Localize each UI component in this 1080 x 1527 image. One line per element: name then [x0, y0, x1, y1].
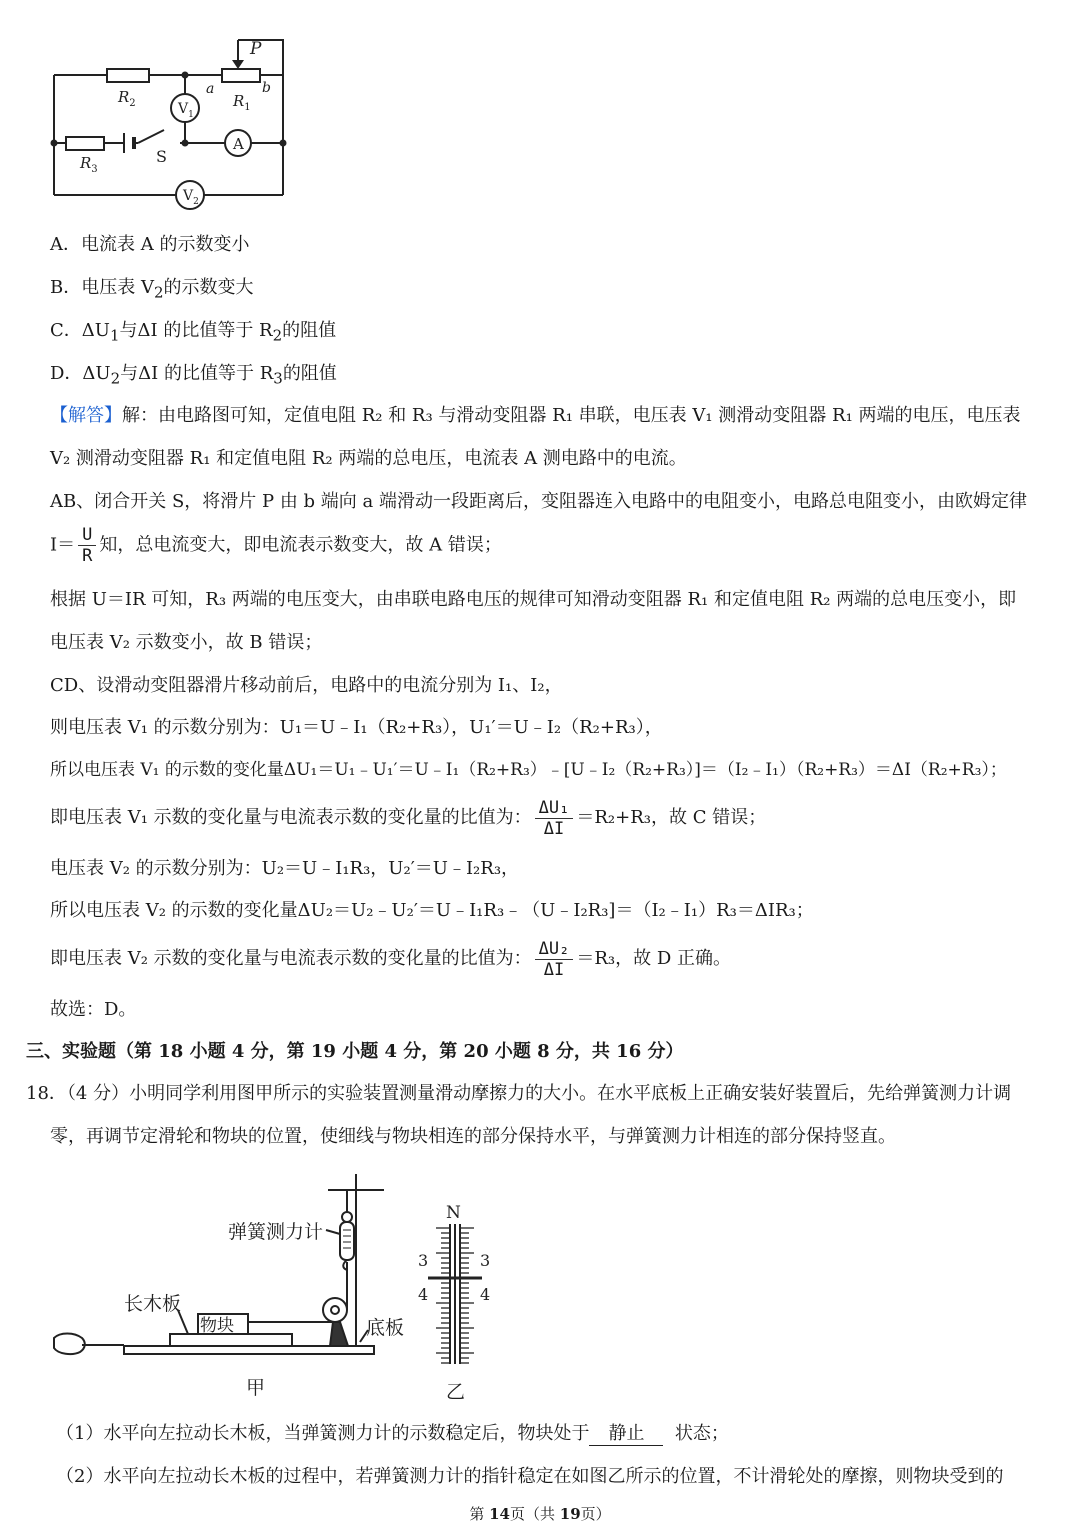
fraction-du1-over-di: $\frac{\text{ΔU₁}}{\Delta I}$ — [535, 798, 574, 839]
solution-line-3: AB、闭合开关 S，将滑片 P 由 b 端向 a 端滑动一段距离后，变阻器连入电路中的电阻变小，电路总电阻变小，由欧姆定律 — [50, 491, 1027, 512]
solution-line-14: 故选：D。 — [50, 999, 137, 1020]
solution-line-6: 电压表 V₂ 示数变小，故 B 错误； — [50, 632, 323, 653]
solution-line-11: 电压表 V₂ 的示数分别为：U₂＝U﹣I₁R₃，U₂′＝U﹣I₂R₃， — [50, 858, 520, 879]
label-r2: $R_2$ — [118, 88, 136, 109]
label-a: a — [206, 81, 215, 97]
label-yi: 乙 — [446, 1381, 466, 1403]
tick-3-right: 3 — [480, 1251, 491, 1270]
solution-line-4: I＝ $\frac{U}{R}$ 知，总电流变大，即电流表示数变大，故 A 错误； — [50, 525, 502, 566]
solution-line-7: CD、设滑动变阻器滑片移动前后，电路中的电流分别为 I₁、I₂， — [50, 675, 563, 696]
tick-3-left: 3 — [418, 1251, 429, 1270]
solution-tag: 【解答】 — [50, 405, 122, 426]
slider-arrow — [232, 60, 244, 69]
tick-4-left: 4 — [418, 1285, 429, 1304]
fraction-u-over-r: $\frac{U}{R}$ — [78, 525, 96, 566]
answer-blank: 静止 — [589, 1423, 663, 1446]
solution-line-5: 根据 U＝IR 可知，R₃ 两端的电压变大，由串联电路电压的规律可知滑动变阻器 R₁ 和定值电阻 R₂ 两端的总电压变小，即 — [50, 589, 1017, 610]
solution-line-9: 所以电压表 V₁ 的示数的变化量ΔU₁＝U₁﹣U₁′＝U﹣I₁（R₂+R₃）﹣[U﹣I₂（R₂+R₃）]＝（I₂﹣I₁）（R₂+R₃）＝ΔI（R₂+R₃）； — [50, 760, 1007, 780]
option-c: C．$\Delta U_1$与ΔI 的比值等于 $R_2$的阻值 — [50, 320, 337, 345]
q18-line-1: 18．（4 分）小明同学利用图甲所示的实验装置测量滑动摩擦力的大小。在水平底板上正确安装好装置后，先给弹簧测力计调 — [26, 1083, 1012, 1104]
resistor-r3 — [66, 137, 104, 150]
page-footer: 第 14页（共 19页） — [469, 1505, 611, 1523]
solution-line-8: 则电压表 V₁ 的示数分别为：U₁＝U﹣I₁（R₂+R₃），U₁′＝U﹣I₂（R₂+R₃）， — [50, 717, 663, 738]
q18-part-2: （2）水平向左拉动长木板的过程中，若弹簧测力计的指针稳定在如图乙所示的位置，不计滑轮处的摩擦，则物块受到的 — [56, 1466, 1004, 1487]
battery — [124, 133, 134, 153]
tick-4-right: 4 — [480, 1285, 491, 1304]
label-ammeter: A — [233, 135, 244, 153]
scale-dial — [428, 1224, 482, 1364]
label-b: b — [262, 80, 271, 96]
experiment-figure — [50, 1160, 510, 1410]
resistor-r2 — [107, 69, 149, 82]
option-a: A．电流表 A 的示数变小 — [50, 234, 250, 255]
fraction-du2-over-di: $\frac{\text{ΔU₂}}{\Delta I}$ — [535, 939, 574, 980]
label-v2: $V_2$ — [183, 188, 199, 207]
label-base: 底板 — [366, 1317, 405, 1339]
label-block: 物块 — [200, 1316, 234, 1336]
solution-line-1: 【解答】解：由电路图可知，定值电阻 R₂ 和 R₃ 与滑动变阻器 R₁ 串联，电压表 V₁ 测滑动变阻器 R₁ 两端的电压，电压表 — [50, 405, 1021, 426]
label-r1: $R_1$ — [233, 92, 251, 113]
label-spring-scale: 弹簧测力计 — [228, 1221, 324, 1243]
label-s: S — [156, 147, 167, 166]
solution-line-12: 所以电压表 V₂ 的示数的变化量ΔU₂＝U₂﹣U₂′＝U﹣I₁R₃﹣（U﹣I₂R₃]＝（I₂﹣I₁）R₃＝ΔIR₃； — [50, 900, 814, 921]
solution-line-2: V₂ 测滑动变阻器 R₁ 和定值电阻 R₂ 两端的总电压，电流表 A 测电路中的电流。 — [50, 448, 687, 469]
q18-line-2: 零，再调节定滑轮和物块的位置，使细线与物块相连的部分保持水平，与弹簧测力计相连的部分保持竖直。 — [50, 1126, 896, 1147]
label-v1: $V_1$ — [178, 101, 194, 120]
label-long-board: 长木板 — [124, 1293, 182, 1315]
solution-line-13: 即电压表 V₂ 示数的变化量与电流表示数的变化量的比值为： $\frac{\text{ΔU₂}}{\Delta I}$ ＝R₃，故 D 正确。 — [50, 938, 732, 980]
label-r3: $R_3$ — [80, 154, 98, 175]
label-jia: 甲 — [246, 1377, 266, 1399]
label-p: P — [250, 39, 262, 59]
q18-part-1: （1）水平向左拉动长木板，当弹簧测力计的示数稳定后，物块处于 静止 状态； — [56, 1423, 729, 1444]
circuit-diagram — [40, 30, 310, 220]
option-d: D．$\Delta U_2$与ΔI 的比值等于 $R_3$的阻值 — [50, 363, 337, 388]
page-total: 19 — [559, 1505, 581, 1523]
page-number: 14 — [489, 1505, 510, 1523]
label-n: N — [446, 1203, 461, 1223]
resistor-r1 — [222, 69, 260, 82]
section-heading: 三、实验题（第 18 小题 4 分，第 19 小题 4 分，第 20 小题 8 分，共 16 分） — [26, 1041, 684, 1062]
option-b: B．电压表 $V_2$的示数变大 — [50, 277, 254, 302]
solution-line-10: 即电压表 V₁ 示数的变化量与电流表示数的变化量的比值为： $\frac{\text{ΔU₁}}{\Delta I}$ ＝R₂+R₃，故 C 错误； — [50, 797, 767, 839]
